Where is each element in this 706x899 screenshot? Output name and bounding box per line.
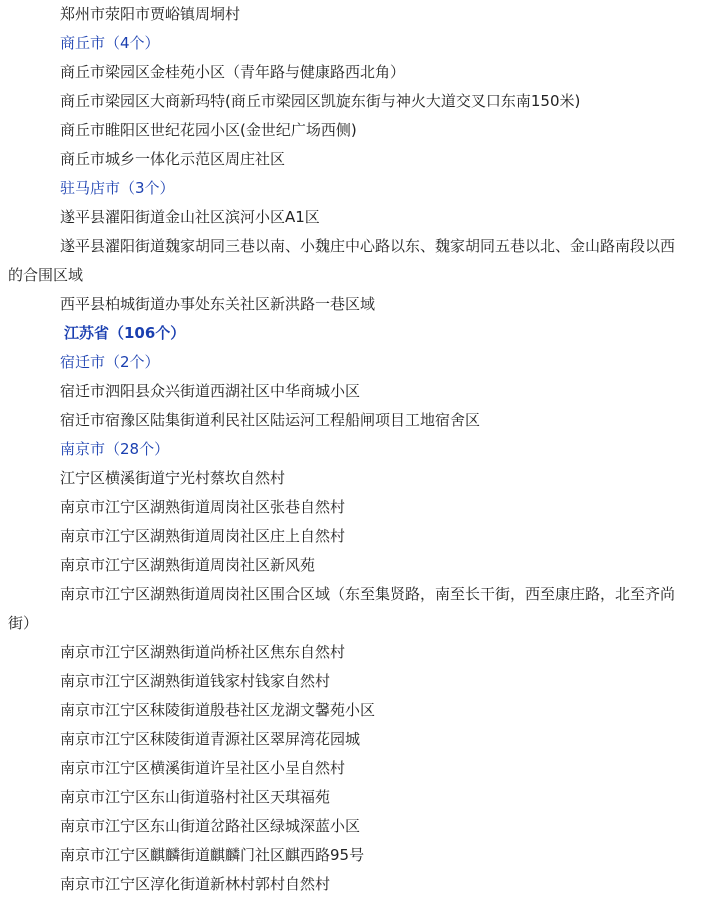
city-heading: 南京市（28个） bbox=[60, 440, 170, 458]
city-heading: 驻马店市（3个） bbox=[60, 179, 175, 197]
list-item: 南京市江宁区横溪街道许呈社区小呈自然村 bbox=[60, 759, 346, 777]
list-item: 南京市江宁区湖熟街道周岗社区庄上自然村 bbox=[60, 527, 346, 545]
list-item: 南京市江宁区湖熟街道周岗社区新风苑 bbox=[60, 556, 316, 574]
list-item: 商丘市梁园区大商新玛特(商丘市梁园区凯旋东街与神火大道交叉口东南150米) bbox=[60, 92, 581, 110]
list-item: 南京市江宁区东山街道骆村社区天琪福苑 bbox=[60, 788, 331, 806]
list-item: 南京市江宁区湖熟街道周岗社区张巷自然村 bbox=[60, 498, 346, 516]
list-item: 商丘市城乡一体化示范区周庄社区 bbox=[60, 150, 286, 168]
list-item: 宿迁市泗阳县众兴街道西湖社区中华商城小区 bbox=[60, 382, 361, 400]
list-item: 南京市江宁区麒麟街道麒麟门社区麒西路95号 bbox=[60, 846, 365, 864]
city-heading: 商丘市（4个） bbox=[60, 34, 160, 52]
list-item: 郑州市荥阳市贾峪镇周垌村 bbox=[60, 5, 241, 23]
list-item: 南京市江宁区秣陵街道殷巷社区龙湖文馨苑小区 bbox=[60, 701, 376, 719]
city-heading: 宿迁市（2个） bbox=[60, 353, 160, 371]
list-item: 南京市江宁区淳化街道新林村郭村自然村 bbox=[60, 875, 331, 893]
list-item: 南京市江宁区湖熟街道尚桥社区焦东自然村 bbox=[60, 643, 346, 661]
list-item: 西平县柏城街道办事处东关社区新洪路一巷区域 bbox=[60, 295, 376, 313]
list-item: 南京市江宁区秣陵街道青源社区翠屏湾花园城 bbox=[60, 730, 361, 748]
list-item: 遂平县濯阳街道金山社区滨河小区A1区 bbox=[60, 208, 320, 226]
list-item: 商丘市梁园区金桂苑小区（青年路与健康路西北角） bbox=[60, 63, 406, 81]
list-item: 南京市江宁区湖熟街道周岗社区围合区域（东至集贤路，南至长干街，西至康庄路，北至齐尚街） bbox=[8, 585, 676, 632]
list-item: 商丘市睢阳区世纪花园小区(金世纪广场西侧) bbox=[60, 121, 357, 139]
list-item: 南京市江宁区东山街道岔路社区绿城深蓝小区 bbox=[60, 817, 361, 835]
list-item: 遂平县濯阳街道魏家胡同三巷以南、小魏庄中心路以东、魏家胡同五巷以北、金山路南段以西的合围区域 bbox=[8, 237, 676, 284]
list-item: 宿迁市宿豫区陆集街道利民社区陆运河工程船闸项目工地宿舍区 bbox=[60, 411, 481, 429]
province-heading: 江苏省（106个） bbox=[64, 324, 186, 342]
list-item: 南京市江宁区湖熟街道钱家村钱家自然村 bbox=[60, 672, 331, 690]
list-item: 江宁区横溪街道宁光村蔡坎自然村 bbox=[60, 469, 286, 487]
